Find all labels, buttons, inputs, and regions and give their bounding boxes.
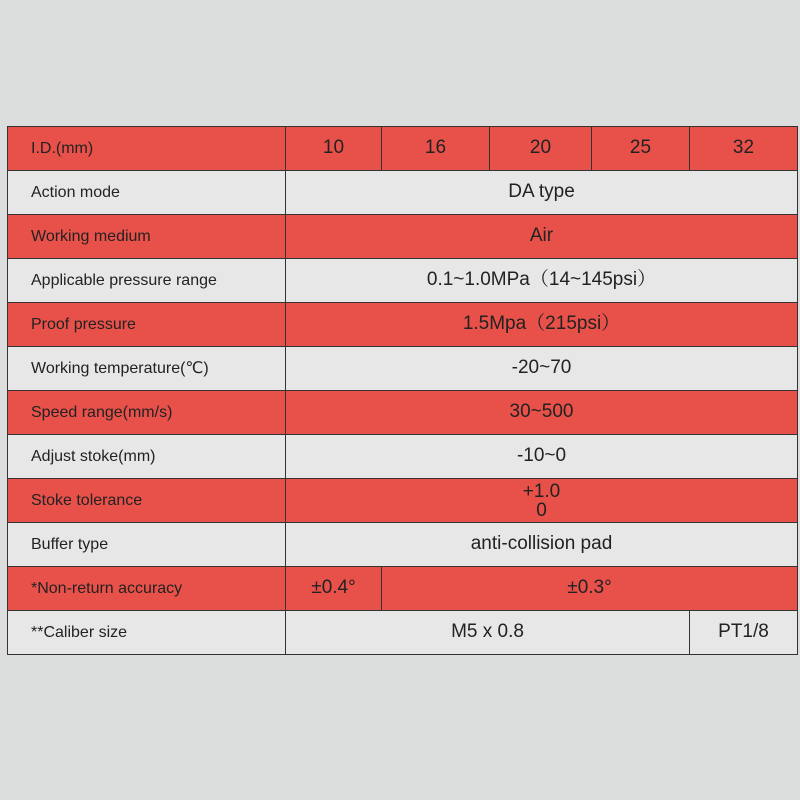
- size-10: 10: [286, 127, 382, 171]
- value-working-medium: Air: [286, 215, 798, 259]
- value-pressure-range: 0.1~1.0MPa（14~145psi）: [286, 259, 798, 303]
- table-row-caliber-size: [8, 611, 798, 655]
- row-label-action-mode: Action mode: [8, 171, 286, 215]
- size-16: 16: [382, 127, 490, 171]
- value-non-return-accuracy-large: ±0.3°: [382, 567, 798, 611]
- table-row-proof-pressure: [8, 303, 798, 347]
- value-working-temperature: -20~70: [286, 347, 798, 391]
- row-label-adjust-stoke: Adjust stoke(mm): [8, 435, 286, 479]
- table-row-buffer-type: [8, 523, 798, 567]
- stoke-tolerance-upper: +1.0: [522, 480, 561, 502]
- stoke-tolerance-lower: 0: [536, 499, 547, 521]
- row-label-id: I.D.(mm): [8, 127, 286, 171]
- table-row-id: [8, 127, 798, 171]
- specification-table: [7, 126, 798, 655]
- table-row-action-mode: [8, 171, 798, 215]
- size-25: 25: [592, 127, 690, 171]
- size-20: 20: [490, 127, 592, 171]
- value-buffer-type: anti-collision pad: [286, 523, 798, 567]
- table-row-working-medium: [8, 215, 798, 259]
- table-row-pressure-range: [8, 259, 798, 303]
- row-label-working-medium: Working medium: [8, 215, 286, 259]
- row-label-speed-range: Speed range(mm/s): [8, 391, 286, 435]
- value-stoke-tolerance: [286, 479, 798, 523]
- row-label-stoke-tolerance: Stoke tolerance: [8, 479, 286, 523]
- row-label-working-temperature: Working temperature(℃): [8, 347, 286, 391]
- value-non-return-accuracy-small: ±0.4°: [286, 567, 382, 611]
- row-label-pressure-range: Applicable pressure range: [8, 259, 286, 303]
- value-proof-pressure: 1.5Mpa（215psi）: [286, 303, 798, 347]
- table-row-stoke-tolerance: [8, 479, 798, 523]
- row-label-caliber-size: **Caliber size: [8, 611, 286, 655]
- row-label-non-return-accuracy: *Non-return accuracy: [8, 567, 286, 611]
- value-caliber-size-large: PT1/8: [690, 611, 798, 655]
- row-label-buffer-type: Buffer type: [8, 523, 286, 567]
- table-row-working-temperature: [8, 347, 798, 391]
- table-row-non-return-accuracy: [8, 567, 798, 611]
- value-speed-range: 30~500: [286, 391, 798, 435]
- value-adjust-stoke: -10~0: [286, 435, 798, 479]
- table-row-speed-range: [8, 391, 798, 435]
- row-label-proof-pressure: Proof pressure: [8, 303, 286, 347]
- value-action-mode: DA type: [286, 171, 798, 215]
- table-row-adjust-stoke: [8, 435, 798, 479]
- value-caliber-size-small: M5 x 0.8: [286, 611, 690, 655]
- size-32: 32: [690, 127, 798, 171]
